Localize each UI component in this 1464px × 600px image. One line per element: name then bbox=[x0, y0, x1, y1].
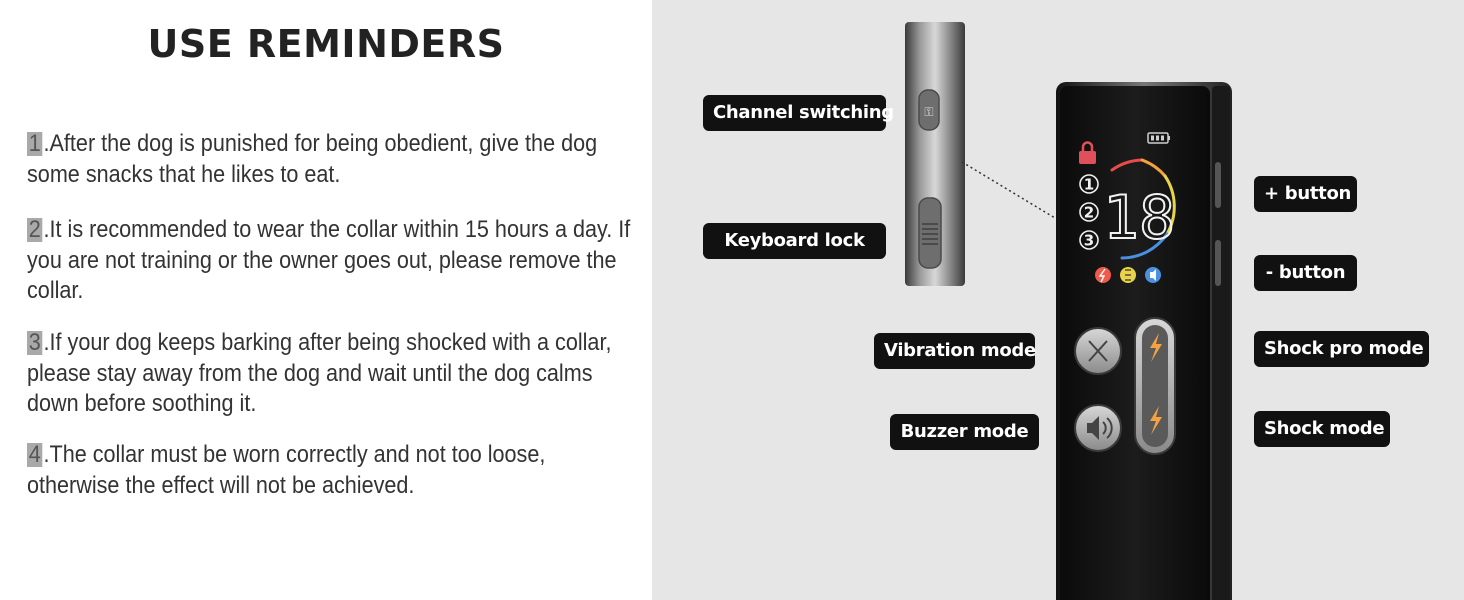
callout-shock-mode: Shock mode bbox=[1254, 411, 1390, 447]
remote-side-view bbox=[905, 22, 965, 286]
reminder-item-4 bbox=[27, 440, 639, 501]
callout-keyboard-lock: Keyboard lock bbox=[703, 223, 886, 259]
reminder-text: .If your dog keeps barking after being shocked with a collar, please stay away from the dog and wait until the dog calms down before soothing it. bbox=[27, 329, 612, 417]
keyboard-lock-switch[interactable] bbox=[919, 198, 941, 268]
key-icon: ⚿ bbox=[924, 105, 934, 119]
reminder-item-3 bbox=[27, 328, 639, 420]
reminder-text: .The collar must be worn correctly and not too loose, otherwise the effect will not be achieved. bbox=[27, 441, 546, 499]
callout-vibration-mode: Vibration mode bbox=[874, 333, 1035, 369]
channel-2-label: 2 bbox=[1083, 203, 1095, 222]
callout-plus-button: + button bbox=[1254, 176, 1357, 212]
channel-1-label: 1 bbox=[1083, 175, 1095, 194]
buzzer-button[interactable] bbox=[1075, 405, 1121, 451]
product-illustration bbox=[652, 0, 1464, 600]
vibration-button[interactable] bbox=[1075, 328, 1121, 374]
reminder-text: .After the dog is punished for being obedient, give the dog some snacks that he likes to eat. bbox=[27, 130, 598, 188]
callout-minus-button: - button bbox=[1254, 255, 1357, 291]
callout-shock-pro-mode: Shock pro mode bbox=[1254, 331, 1429, 367]
reminder-item-2 bbox=[27, 215, 639, 307]
callout-buzzer-mode: Buzzer mode bbox=[890, 414, 1039, 450]
reminder-item-1 bbox=[27, 129, 639, 190]
mode-indicators bbox=[1095, 267, 1161, 283]
reminder-number: 2 bbox=[28, 216, 41, 243]
remote-front-view bbox=[1056, 82, 1232, 600]
callout-channel-switching: Channel switching bbox=[703, 95, 886, 131]
channel-3-label: 3 bbox=[1083, 231, 1095, 250]
shock-indicator-icon bbox=[1095, 267, 1111, 283]
reminder-number: 4 bbox=[28, 441, 41, 468]
leader-line bbox=[962, 162, 1055, 218]
reminder-text: .It is recommended to wear the collar within 15 hours a day. If you are not training or the owner goes out, please remove the collar. bbox=[27, 216, 631, 304]
plus-side-button[interactable] bbox=[1215, 162, 1221, 208]
reminder-number: 3 bbox=[28, 329, 41, 356]
level-readout: 18 bbox=[1102, 183, 1176, 253]
minus-side-button[interactable] bbox=[1215, 240, 1221, 286]
shock-buttons bbox=[1135, 318, 1175, 454]
reminder-number: 1 bbox=[28, 130, 41, 157]
product-panel bbox=[652, 0, 1464, 600]
reminders-panel bbox=[0, 0, 652, 600]
page-title: USE REMINDERS bbox=[147, 22, 505, 66]
